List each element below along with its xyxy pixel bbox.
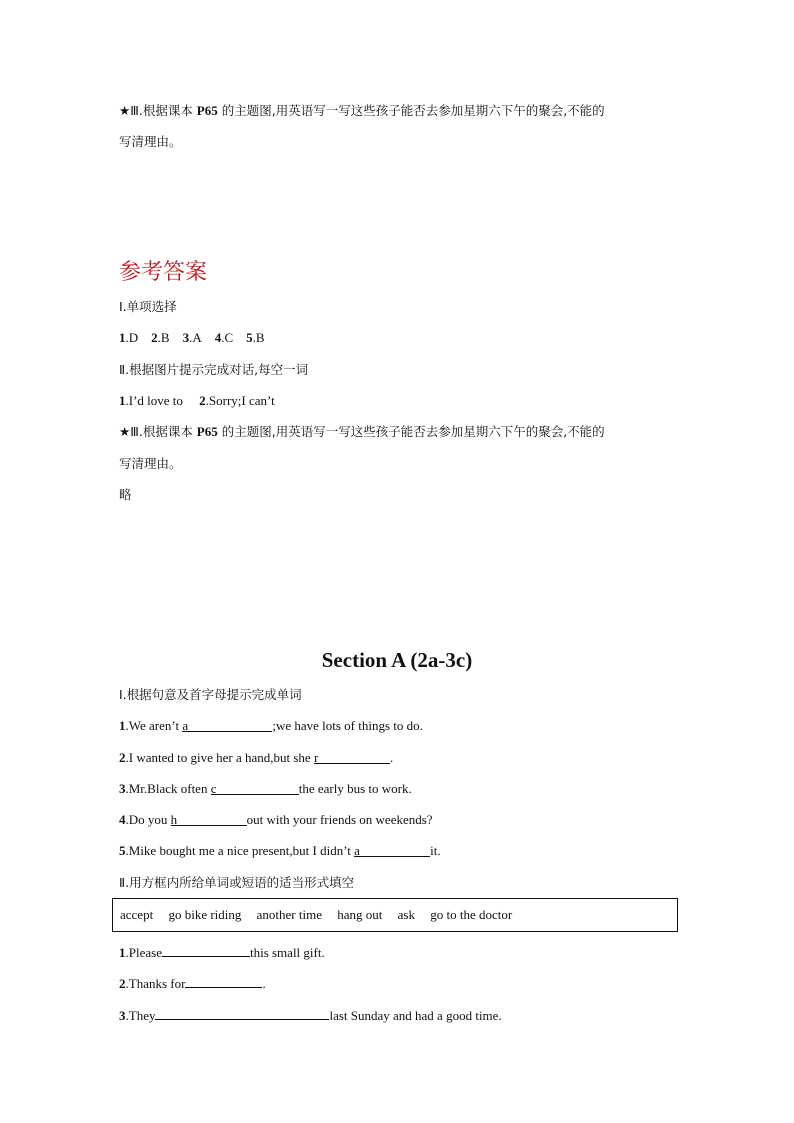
fill-blank[interactable]: r — [314, 749, 390, 764]
section-title: Section A (2a-3c) — [321, 648, 473, 672]
answer-item: 3.A — [182, 330, 202, 345]
word-option: ask — [397, 907, 415, 922]
fill-blank[interactable]: a — [182, 717, 272, 732]
word-box — [112, 898, 678, 932]
exercise-item: 1.Please this small gift. — [119, 942, 325, 962]
q3-text-a: 根据课本 — [142, 103, 197, 118]
word-option: another time — [256, 907, 322, 922]
fill-blank[interactable]: a — [354, 842, 430, 857]
exercise-item: 1.We aren’t a ;we have lots of things to do. — [119, 718, 423, 733]
answer-item: 2.B — [151, 330, 170, 345]
exercise-item: 3.Mr.Black often c the early bus to work. — [119, 781, 412, 796]
exercise-item: 4.Do you h out with your friends on weekends? — [119, 812, 433, 827]
answers-part1-list — [119, 329, 265, 347]
star-icon: ★ — [119, 424, 131, 439]
exercise-item: 2.Thanks for . — [119, 973, 266, 993]
exercise-item: 3.They last Sunday and had a good time. — [119, 1005, 502, 1025]
answer-item: 5.B — [246, 330, 265, 345]
section-part2-heading: Ⅱ.用方框内所给单词或短语的适当形式填空 — [119, 875, 355, 890]
answers-part2-list — [119, 392, 275, 410]
fill-blank[interactable]: h — [171, 811, 247, 826]
q3-text-b: 的主题图,用英语写一写这些孩子能否去参加星期六下午的聚会,不能的 — [217, 103, 605, 118]
answers-part3-line1 — [119, 423, 605, 441]
part3-text-a: 根据课本 — [142, 424, 197, 439]
part3-page-ref: P65 — [196, 424, 218, 439]
fill-blank[interactable]: c — [211, 780, 299, 795]
exercise-item: 2.I wanted to give her a hand,but she r . — [119, 750, 394, 765]
answers-part1-heading: Ⅰ.单项选择 — [119, 299, 177, 314]
answers-title: 参考答案 — [119, 260, 208, 285]
top-q3-line1 — [119, 102, 605, 120]
word-option: accept — [120, 907, 154, 922]
star-icon: ★ — [119, 103, 131, 118]
section-part1-heading: Ⅰ.根据句意及首字母提示完成单词 — [119, 687, 302, 702]
word-option: hang out — [337, 907, 383, 922]
part3-text-b: 的主题图,用英语写一写这些孩子能否去参加星期六下午的聚会,不能的 — [217, 424, 605, 439]
answer-item: 4.C — [214, 330, 234, 345]
answer-item: 1.D — [119, 330, 139, 345]
word-option: go to the doctor — [430, 907, 513, 922]
top-q3-line2: 写清理由。 — [119, 134, 182, 149]
fill-blank[interactable] — [155, 1005, 329, 1020]
answer-item: 2.Sorry;I can’t — [199, 393, 275, 408]
q3-page-ref: P65 — [196, 103, 218, 118]
part3-numeral: Ⅲ. — [130, 424, 143, 439]
answers-part2-heading: Ⅱ.根据图片提示完成对话,每空一词 — [119, 362, 309, 377]
answers-part3-line2: 写清理由。 — [119, 456, 182, 471]
fill-blank[interactable] — [185, 973, 262, 988]
word-option: go bike riding — [168, 907, 242, 922]
fill-blank[interactable] — [162, 942, 250, 957]
exercise-item: 5.Mike bought me a nice present,but I didn’t a it. — [119, 843, 441, 858]
answers-part3-answer: 略 — [119, 487, 132, 502]
answer-item: 1.I’d love to — [119, 393, 183, 408]
q3-numeral: Ⅲ. — [130, 103, 143, 118]
